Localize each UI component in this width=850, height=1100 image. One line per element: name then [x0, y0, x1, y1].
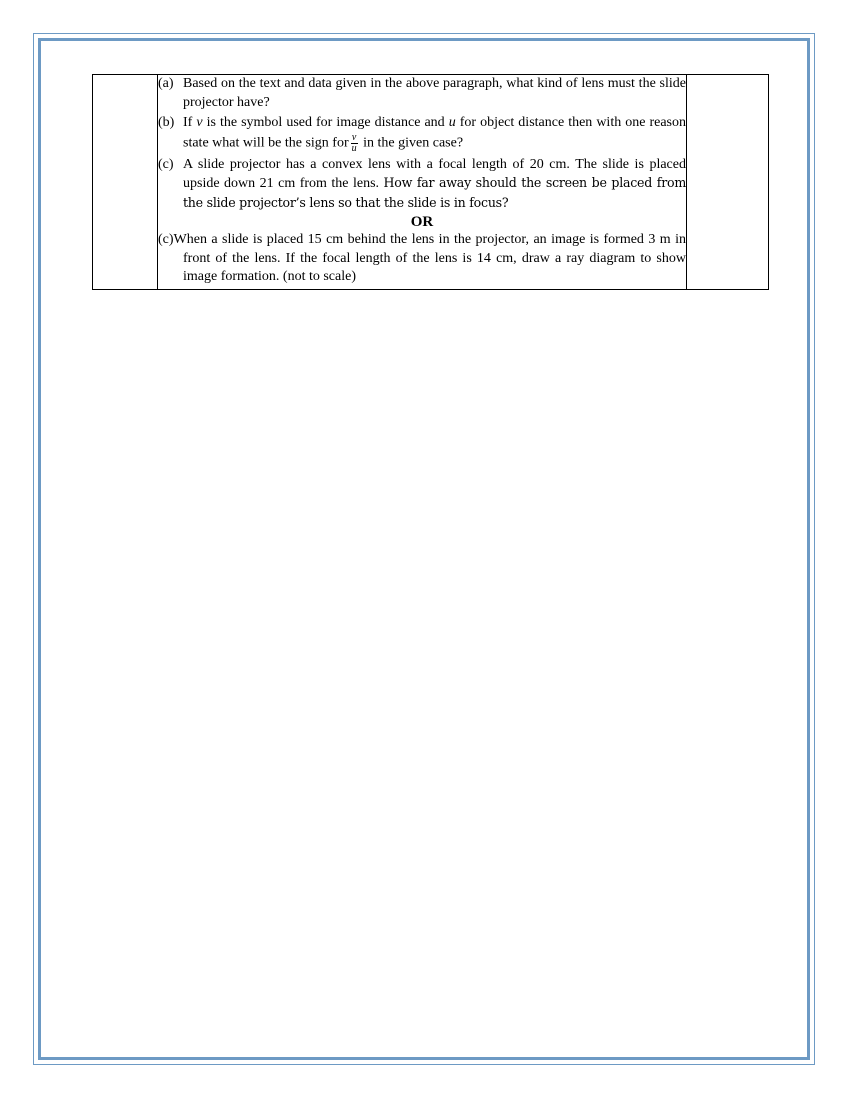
question-text-cell	[158, 75, 687, 290]
question-c-text-1: A slide projector has a convex lens with a focal length of 20 cm. The slide is placed upside down 21 cm from the lens.	[183, 156, 686, 191]
question-b-text-2: is the symbol used for image distance and	[202, 115, 449, 130]
fraction-v-over-u	[351, 133, 358, 154]
question-c-alternative	[158, 231, 686, 287]
question-b-text	[183, 114, 686, 154]
or-separator: OR	[410, 214, 434, 230]
question-b-text-1: If	[183, 115, 197, 130]
question-c-alt-text: When a slide is placed 15 cm behind the lens in the projector, an image is formed 3 m in front of the lens. If the focal length of the lens is 14 cm, draw a ray diagram to show image formation. (not to scale)	[173, 232, 686, 284]
question-a	[158, 75, 686, 112]
question-b-label: (b)	[158, 115, 175, 130]
fraction-numerator: v	[351, 131, 357, 143]
question-row	[93, 75, 769, 290]
question-c	[158, 156, 686, 214]
question-a-label: (a)	[158, 76, 174, 91]
question-b-text-4: in the given case?	[359, 135, 464, 151]
question-c-label: (c)	[158, 156, 174, 172]
question-c-text	[183, 156, 686, 214]
question-a-text: Based on the text and data given in the above paragraph, what kind of lens must the slide projector have?	[183, 76, 686, 110]
question-c-alt-label: (c)	[158, 232, 174, 247]
marks-cell	[687, 75, 769, 290]
variable-v: v	[196, 115, 203, 130]
question-c-text-2: How far away should the screen be placed from the slide projector’s lens so that the slide is in focus?	[183, 175, 687, 210]
question-table	[92, 74, 769, 290]
question-b-text-3: for object distance then with one reason state what will be the sign for	[183, 115, 687, 151]
fraction-denominator: u	[351, 142, 357, 154]
question-number-cell	[93, 75, 158, 290]
variable-u: u	[448, 115, 456, 130]
question-b	[158, 114, 686, 154]
